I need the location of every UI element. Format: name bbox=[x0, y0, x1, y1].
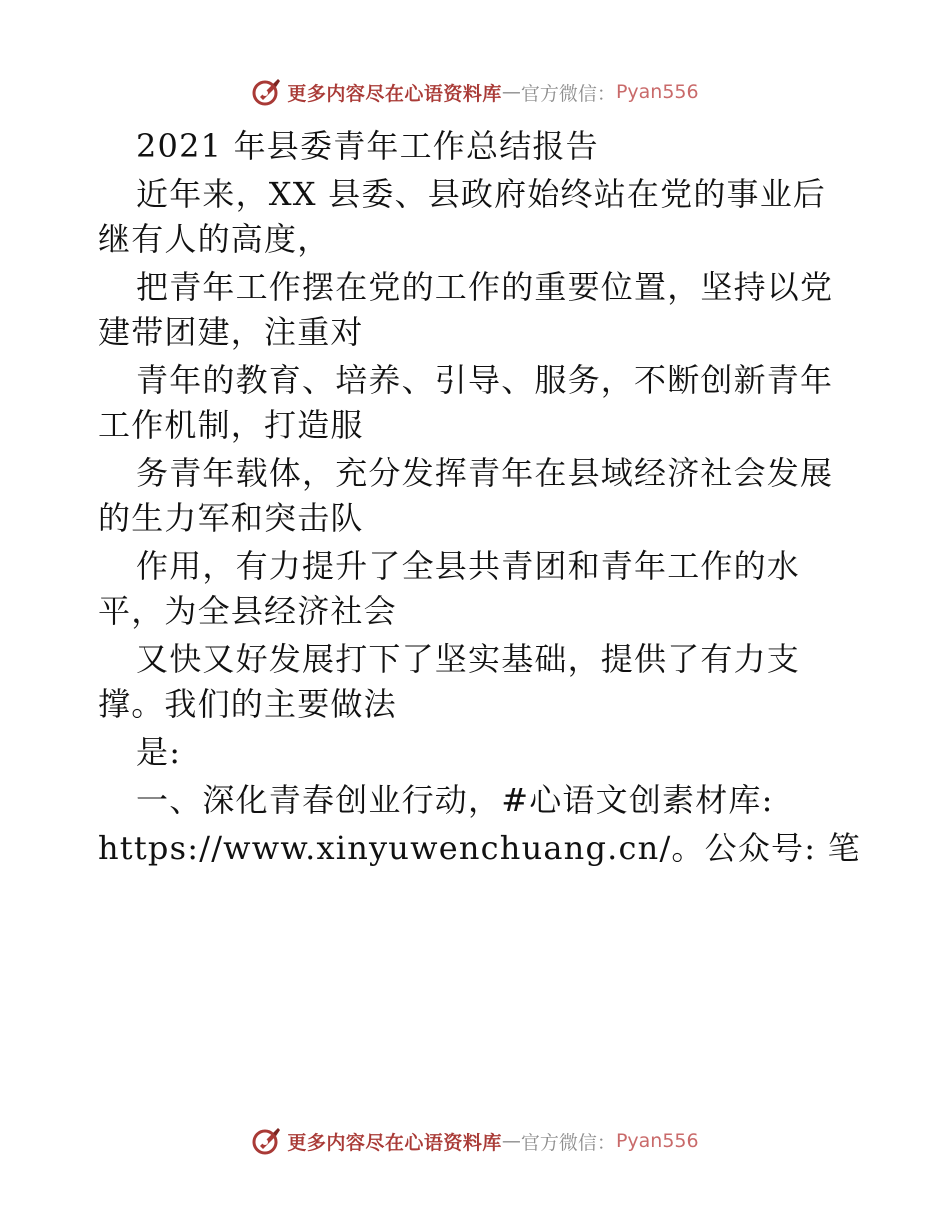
brand-logo-icon bbox=[251, 1125, 283, 1157]
watermark-brand-text: 更多内容尽在心语资料库 bbox=[287, 1131, 502, 1154]
document-body bbox=[98, 124, 861, 871]
section-heading: 一、深化青春创业行动，#心语文创素材库: bbox=[136, 781, 774, 819]
url-line: https://www.xinyuwenchuang.cn/。公众号: 笔 bbox=[98, 829, 861, 867]
paragraph-line: 继有人的高度， bbox=[98, 220, 331, 258]
paragraph-line: 又快又好发展打下了坚实基础，提供了有力支 bbox=[136, 640, 801, 678]
watermark-account: Pyan556 bbox=[615, 1130, 699, 1152]
paragraph-line: 平，为全县经济社会 bbox=[98, 592, 397, 630]
paragraph-line: 是: bbox=[136, 733, 182, 771]
paragraph-line: 撑。我们的主要做法 bbox=[98, 685, 397, 723]
document-title: 2021 年县委青年工作总结报告 bbox=[136, 127, 599, 165]
paragraph-line: 作用，有力提升了全县共青团和青年工作的水 bbox=[136, 547, 801, 585]
paragraph-line: 近年来，XX 县委、县政府始终站在党的事业后 bbox=[136, 175, 827, 213]
paragraph-line: 工作机制，打造服 bbox=[98, 406, 364, 444]
watermark-official-label: 官方微信： bbox=[520, 1131, 616, 1154]
watermark-official-label: 官方微信： bbox=[520, 82, 616, 105]
brand-logo-icon bbox=[251, 76, 283, 108]
watermark-account: Pyan556 bbox=[615, 81, 699, 103]
watermark-dash: — bbox=[501, 81, 521, 103]
watermark-dash: — bbox=[501, 1130, 521, 1152]
paragraph-line: 务青年载体，充分发挥青年在县域经济社会发展 bbox=[136, 454, 834, 492]
paragraph-line: 建带团建，注重对 bbox=[98, 313, 364, 351]
watermark-header bbox=[0, 72, 950, 112]
paragraph-line: 把青年工作摆在党的工作的重要位置，坚持以党 bbox=[136, 268, 834, 306]
watermark-brand-text: 更多内容尽在心语资料库 bbox=[287, 82, 502, 105]
paragraph-line: 青年的教育、培养、引导、服务，不断创新青年 bbox=[136, 361, 834, 399]
paragraph-line: 的生力军和突击队 bbox=[98, 499, 364, 537]
watermark-footer bbox=[0, 1121, 950, 1161]
